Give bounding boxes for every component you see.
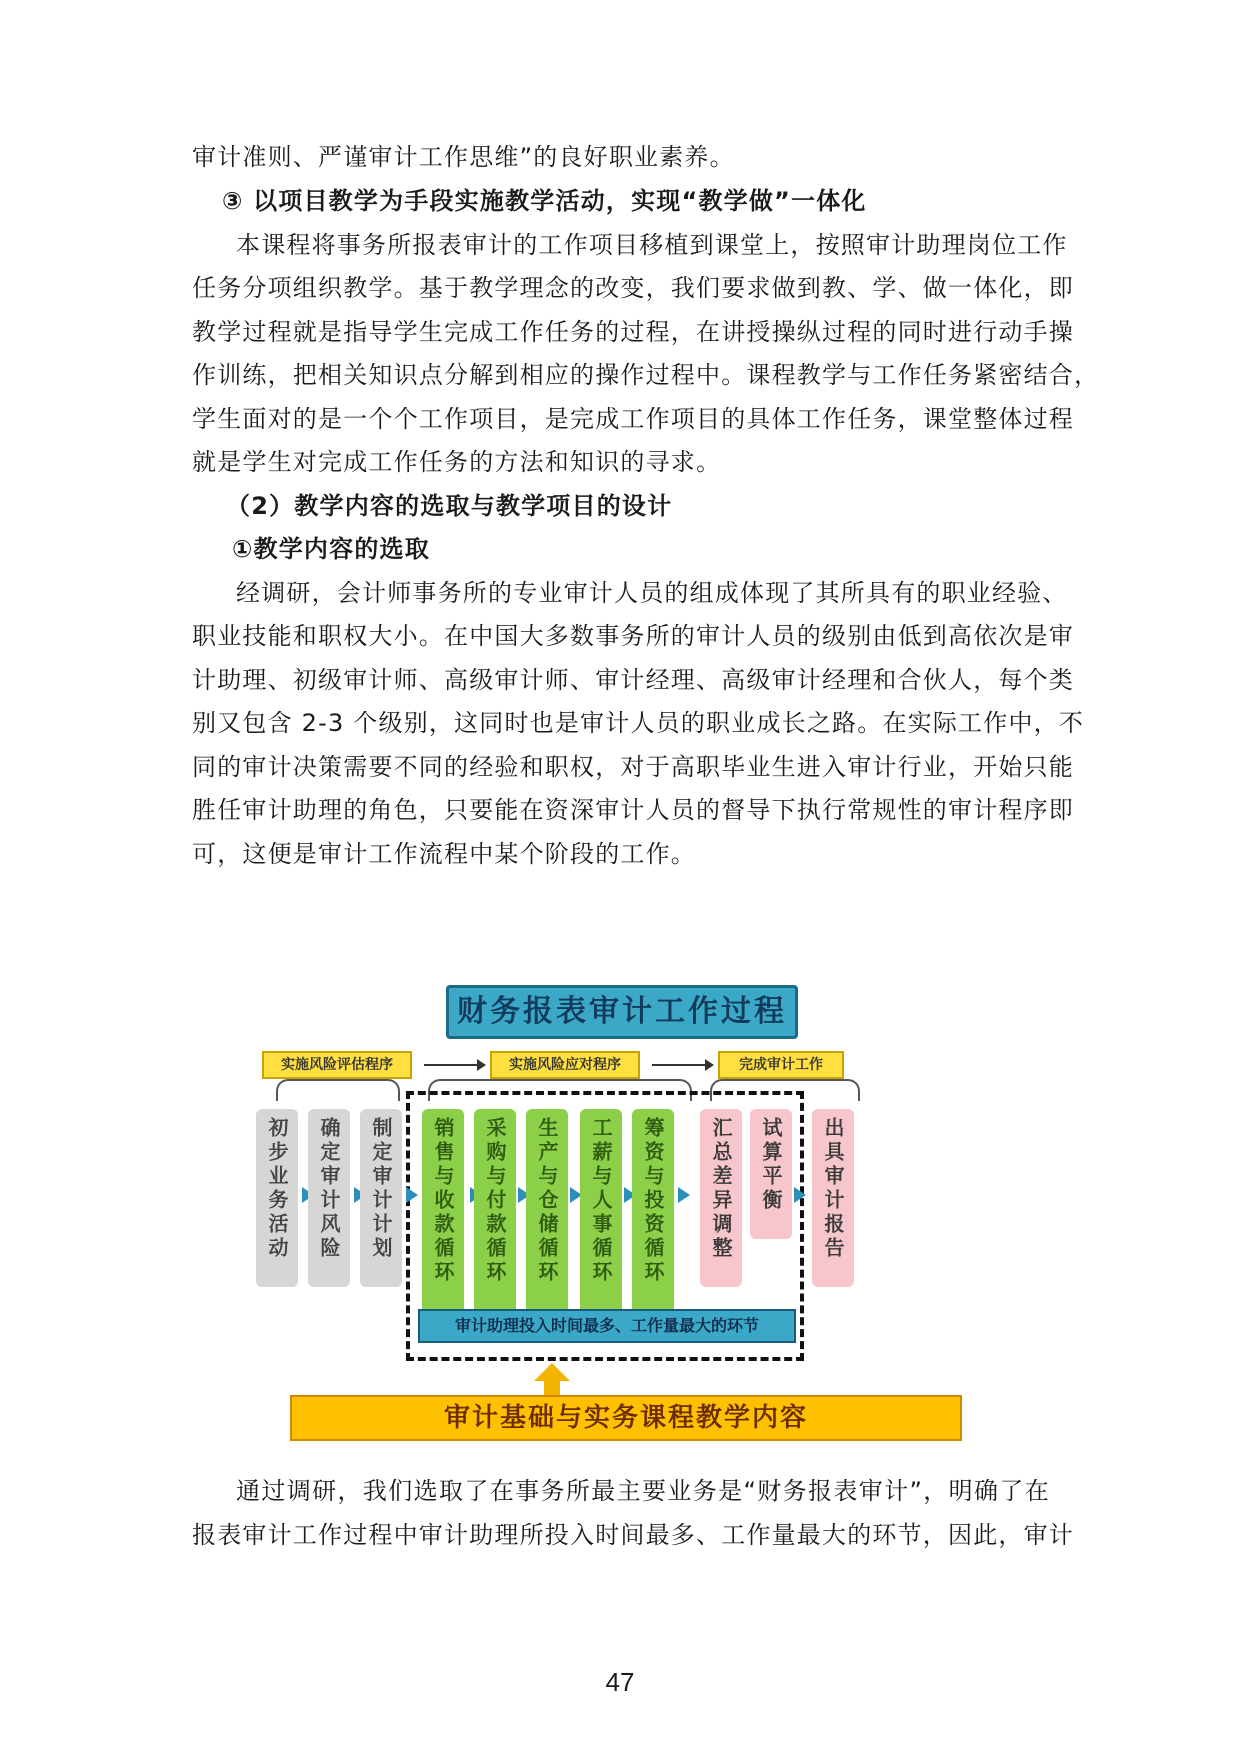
paragraph-line: 可，这便是审计工作流程中某个阶段的工作。: [192, 840, 696, 868]
page-number: 47: [605, 1667, 635, 1697]
paragraph-line: 报表审计工作过程中审计助理所投入时间最多、工作量最大的环节，因此，审计: [192, 1521, 1074, 1549]
paragraph-line: 任务分项组织教学。基于教学理念的改变，我们要求做到教、学、做一体化，即: [192, 274, 1074, 302]
phase-risk-response: 实施风险应对程序: [490, 1051, 640, 1079]
paragraph-line: 同的审计决策需要不同的经验和职权，对于高职毕业生进入审计行业，开始只能: [192, 753, 1074, 781]
step-financing-cycle: 筹资与投资循环: [632, 1109, 674, 1319]
paragraph-line: 审计准则、严谨审计工作思维”的良好职业素养。: [192, 143, 735, 171]
step-issue-report: 出具审计报告: [812, 1109, 854, 1287]
paragraph-line: 教学过程就是指导学生完成工作任务的过程，在讲授操纵过程的同时进行动手操: [192, 318, 1074, 346]
assistant-focus-note: 审计助理投入时间最多、工作量最大的环节: [418, 1309, 796, 1343]
section-heading-3: ③ 以项目教学为手段实施教学活动，实现“教学做”一体化: [222, 187, 867, 215]
arrow-right-icon: [406, 1187, 418, 1203]
phase-arrow: [652, 1064, 706, 1066]
section-heading-2: （2）教学内容的选取与教学项目的设计: [226, 492, 673, 520]
arrow-right-icon: [678, 1187, 690, 1203]
step-purchase-cycle: 采购与付款循环: [474, 1109, 516, 1319]
up-arrow-stem: [544, 1380, 560, 1396]
step-summarize-adjustments: 汇总差异调整: [700, 1109, 742, 1287]
audit-process-figure: [262, 985, 978, 1455]
paragraph-line: 作训练，把相关知识点分解到相应的操作过程中。课程教学与工作任务紧密结合，: [192, 361, 1100, 389]
arrow-right-icon: [794, 1187, 806, 1203]
paragraph-line: 职业技能和职权大小。在中国大多数事务所的审计人员的级别由低到高依次是审: [192, 622, 1074, 650]
step-trial-balance: 试算平衡: [750, 1109, 792, 1239]
step-production-cycle: 生产与仓储循环: [526, 1109, 568, 1319]
subsection-heading: ①教学内容的选取: [232, 535, 430, 563]
paragraph-line: 本课程将事务所报表审计的工作项目移植到课堂上，按照审计助理岗位工作: [236, 231, 1068, 259]
phase-arrow: [424, 1064, 478, 1066]
step-sales-cycle: 销售与收款循环: [422, 1109, 464, 1319]
paragraph-line: 经调研，会计师事务所的专业审计人员的组成体现了其所具有的职业经验、: [236, 579, 1068, 607]
phase-bracket: [276, 1079, 400, 1101]
paragraph-line: 别又包含 2-3 个级别，这同时也是审计人员的职业成长之路。在实际工作中，不: [192, 709, 1085, 737]
up-arrow-icon: [534, 1363, 570, 1381]
paragraph-line: 胜任审计助理的角色，只要能在资深审计人员的督导下执行常规性的审计程序即: [192, 796, 1074, 824]
step-initial-activities: 初步业务活动: [256, 1109, 298, 1287]
paragraph-line: 计助理、初级审计师、高级审计师、审计经理、高级审计经理和合伙人，每个类: [192, 666, 1074, 694]
paragraph-line: 通过调研，我们选取了在事务所最主要业务是“财务报表审计”，明确了在: [236, 1477, 1050, 1505]
step-determine-risk: 确定审计风险: [308, 1109, 350, 1287]
course-content-bar: 审计基础与实务课程教学内容: [290, 1395, 962, 1441]
phase-risk-assessment: 实施风险评估程序: [262, 1051, 412, 1079]
step-payroll-cycle: 工薪与人事循环: [580, 1109, 622, 1319]
phase-complete-audit: 完成审计工作: [718, 1051, 844, 1079]
paragraph-line: 就是学生对完成工作任务的方法和知识的寻求。: [192, 448, 722, 476]
step-audit-plan: 制定审计计划: [360, 1109, 402, 1287]
figure-title: 财务报表审计工作过程: [446, 985, 798, 1039]
paragraph-line: 学生面对的是一个个工作项目，是完成工作项目的具体工作任务，课堂整体过程: [192, 405, 1074, 433]
